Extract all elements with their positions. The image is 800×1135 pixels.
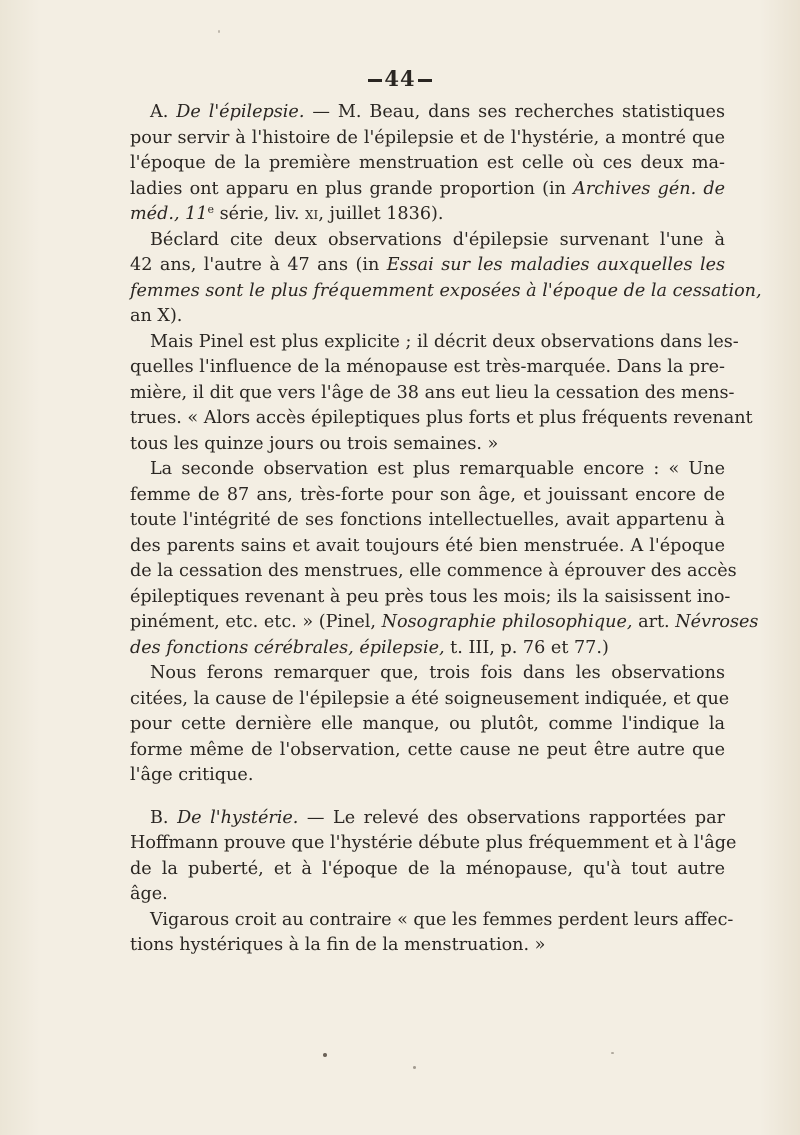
dash-left (368, 79, 382, 82)
pinel-line-4: trues. « Alors accès épileptiques plus forts et plus fréquents revenant (130, 408, 753, 428)
section-b-line-1 (130, 806, 725, 832)
page-number (0, 66, 800, 91)
pinel-line-3: mière, il dit que vers l'âge de 38 ans eut lieu la cessation des mens- (130, 382, 735, 403)
paper-speck (611, 1052, 614, 1054)
section-b-line-4: âge. (130, 884, 168, 904)
section-b-label: B. (150, 807, 169, 828)
section-a-line-3: l'époque de la première menstruation est celle où ces deux ma- (130, 153, 725, 173)
pinel-line-2: quelles l'influence de la ménopause est très-marquée. Dans la pre- (130, 357, 725, 377)
vigarous-line-2: tions hystériques à la fin de la menstruation. » (130, 935, 546, 955)
remarque-line-5: l'âge critique. (130, 765, 254, 785)
section-b-heading: De l'hystérie. (177, 807, 299, 828)
section-b-line-3: de la puberté, et à l'époque de la ménopause, qu'à tout autre (130, 858, 725, 879)
italic-title: Névroses (675, 612, 759, 632)
text-run: méd., 11 (130, 204, 208, 224)
remarque-line-2: citées, la cause de l'épilepsie a été soigneusement indiquée, et que (130, 688, 730, 709)
text-run: , juillet 1836). (318, 204, 444, 224)
archives-reference: Archives gén. de (573, 178, 726, 199)
seconde-line-6: épileptiques revenant à peu près tous les mois; ils la saisissent ino- (130, 586, 731, 607)
page-number-value: 44 (384, 66, 416, 91)
beclard-line-3 (130, 279, 762, 305)
section-a-line-2: pour servir à l'histoire de l'épilepsie et de l'hystérie, a montré que (130, 127, 725, 148)
beclard-line-2 (130, 253, 725, 279)
seconde-line-4: des parents sains et avait toujours été bien menstruée. A l'époque (130, 535, 725, 556)
text-run: t. III, p. 76 et 77.) (444, 637, 609, 658)
italic-title: Nosographie philosophique, (381, 612, 633, 632)
seconde-line-2: femme de 87 ans, très-forte pour son âge, et jouissant encore de (130, 484, 725, 505)
section-b-line-2: Hoffmann prouve que l'hystérie débute plus fréquemment et à l'âge (130, 833, 737, 853)
section-a-line-1 (130, 100, 725, 126)
text-run: art. (632, 612, 676, 632)
paper-speck (218, 30, 220, 33)
beclard-line-1: Béclard cite deux observations d'épilepsie survenant l'une à (150, 229, 725, 250)
roman-numeral: xi (305, 204, 319, 224)
italic-title: femmes sont le plus fréquemment exposées à l'époque de la cessation, (130, 280, 762, 301)
italic-title: Essai sur les maladies auxquelles les (386, 255, 726, 275)
paper-speck (413, 1066, 416, 1069)
text-run: 42 ans, l'autre à 47 ans (in (130, 255, 387, 275)
pinel-line-5: tous les quinze jours ou trois semaines. » (130, 433, 499, 454)
remarque-line-4: forme même de l'observation, cette cause ne peut être autre que (130, 739, 725, 760)
seconde-line-8 (130, 636, 725, 662)
remarque-line-1: Nous ferons remarquer que, trois fois dans les observations (150, 663, 725, 683)
pinel-line-1: Mais Pinel est plus explicite ; il décrit deux observations dans les- (150, 331, 739, 352)
seconde-line-5: de la cessation des menstrues, elle commence à éprouver des accès (130, 561, 737, 581)
section-a-line-4 (130, 177, 725, 203)
section-a-line-5 (130, 202, 725, 228)
paper-speck (323, 1053, 327, 1057)
seconde-line-7 (130, 610, 759, 636)
dash-right (418, 79, 432, 82)
text-run: — M. Beau, dans ses recherches statistiques (304, 102, 726, 122)
text-run: ladies ont apparu en plus grande proportion (in (130, 178, 574, 199)
beclard-line-4: an X). (130, 306, 183, 326)
seconde-line-3: toute l'intégrité de ses fonctions intellectuelles, avait appartenu à (130, 510, 725, 530)
text-run: pinément, etc. etc. » (Pinel, (130, 612, 382, 632)
vigarous-line-1: Vigarous croit au contraire « que les femmes perdent leurs affec- (150, 909, 734, 930)
section-a-heading: De l'épilepsie. (176, 102, 305, 122)
superscript: e (207, 203, 215, 216)
italic-title: des fonctions cérébrales, épilepsie, (130, 637, 445, 658)
seconde-line-1: La seconde observation est plus remarquable encore : « Une (150, 459, 725, 479)
section-gap (130, 789, 725, 806)
remarque-line-3: pour cette dernière elle manque, ou plutôt, comme l'indique la (130, 714, 725, 734)
body-text (130, 100, 762, 959)
text-run: série, liv. (214, 204, 306, 224)
text-run: — Le relevé des observations rapportées par (298, 807, 725, 828)
section-a-label: A. (150, 102, 169, 122)
